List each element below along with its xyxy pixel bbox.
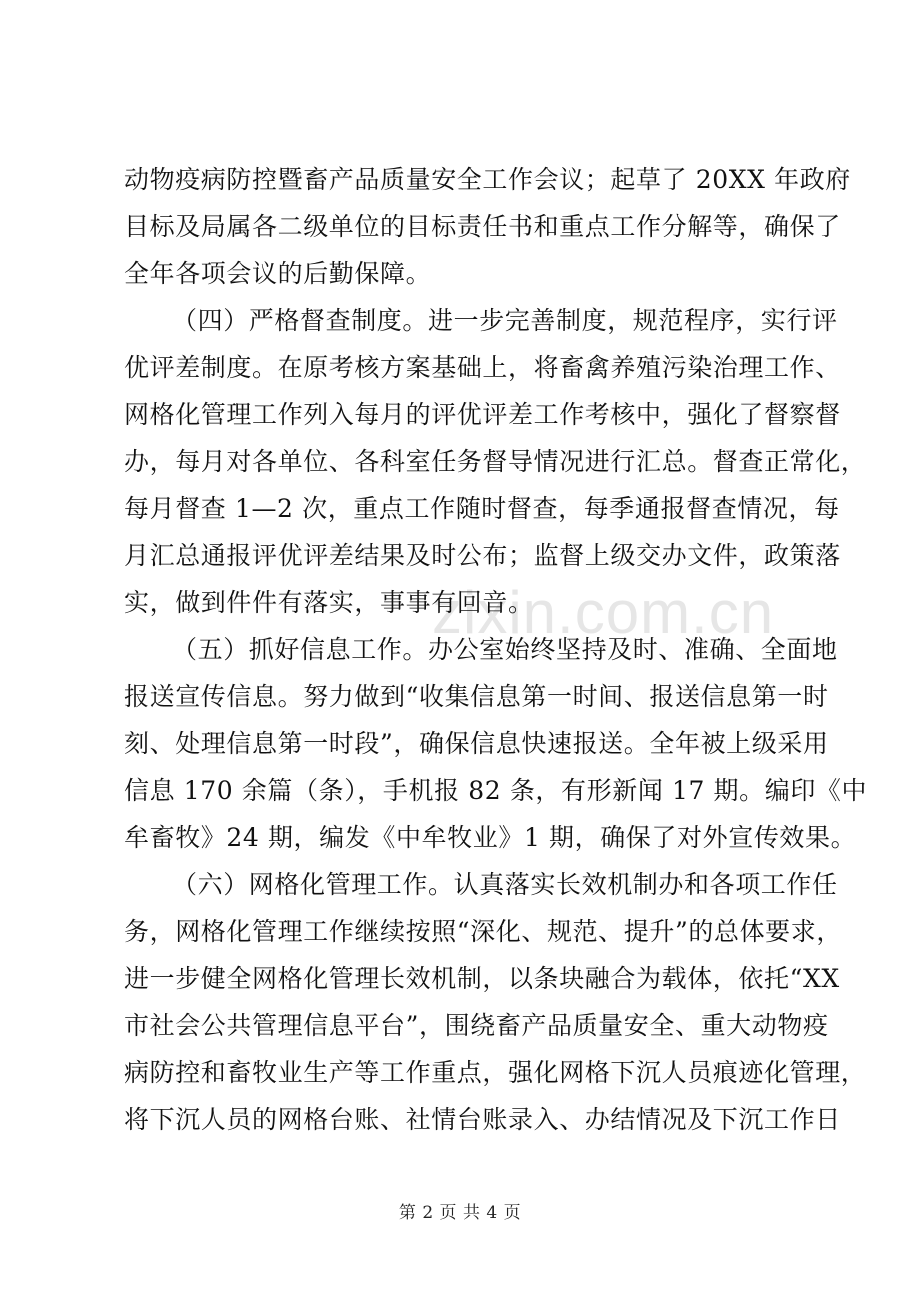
text-line: 市社会公共管理信息平台”，围绕畜产品质量安全、重大动物疫 bbox=[124, 1011, 829, 1040]
text-line: 报送宣传信息。努力做到“收集信息第一时间、报送信息第一时 bbox=[124, 682, 829, 711]
text-line: 动物疫病防控暨畜产品质量安全工作会议；起草了 20XX 年政府 bbox=[124, 165, 851, 194]
text-line: 月汇总通报评优评差结果及时公布；监督上级交办文件，政策落 bbox=[124, 541, 841, 570]
paragraph-heading-line: （四）严格督查制度。进一步完善制度，规范程序，实行评 bbox=[172, 306, 838, 335]
text-line: 办，每月对各单位、各科室任务督导情况进行汇总。督查正常化， bbox=[124, 447, 867, 476]
text-line: 优评差制度。在原考核方案基础上，将畜禽养殖污染治理工作、 bbox=[124, 353, 841, 382]
text-line: 务，网格化管理工作继续按照“深化、规范、提升”的总体要求， bbox=[124, 917, 842, 946]
text-line: 牟畜牧》24 期，编发《中牟牧业》1 期，确保了对外宣传效果。 bbox=[124, 823, 857, 852]
text-line: 每月督查 1—2 次，重点工作随时督查，每季通报督查情况，每 bbox=[124, 494, 840, 523]
watermark: zixin.com.cn bbox=[432, 579, 775, 646]
text-line: 实，做到件件有落实，事事有回音。 bbox=[124, 588, 534, 617]
text-line: 病防控和畜牧业生产等工作重点，强化网格下沉人员痕迹化管理， bbox=[124, 1058, 867, 1087]
text-line: 目标及局属各二级单位的目标责任书和重点工作分解等，确保了 bbox=[124, 212, 841, 241]
paragraph-heading-line: （五）抓好信息工作。办公室始终坚持及时、准确、全面地 bbox=[172, 635, 838, 664]
paragraph-heading-line: （六）网格化管理工作。认真落实长效机制办和各项工作任 bbox=[172, 870, 838, 899]
text-line: 刻、处理信息第一时段”，确保信息快速报送。全年被上级采用 bbox=[124, 729, 829, 758]
page-footer: 第 2 页 共 4 页 bbox=[398, 1203, 522, 1223]
text-line: 全年各项会议的后勤保障。 bbox=[124, 259, 432, 288]
text-line: 将下沉人员的网格台账、社情台账录入、办结情况及下沉工作日 bbox=[124, 1105, 841, 1134]
text-line: 进一步健全网格化管理长效机制，以条块融合为载体，依托“XX bbox=[124, 964, 840, 993]
text-line: 网格化管理工作列入每月的评优评差工作考核中，强化了督察督 bbox=[124, 400, 841, 429]
text-line: 信息 170 余篇（条），手机报 82 条，有形新闻 17 期。编印《中 bbox=[124, 776, 868, 805]
